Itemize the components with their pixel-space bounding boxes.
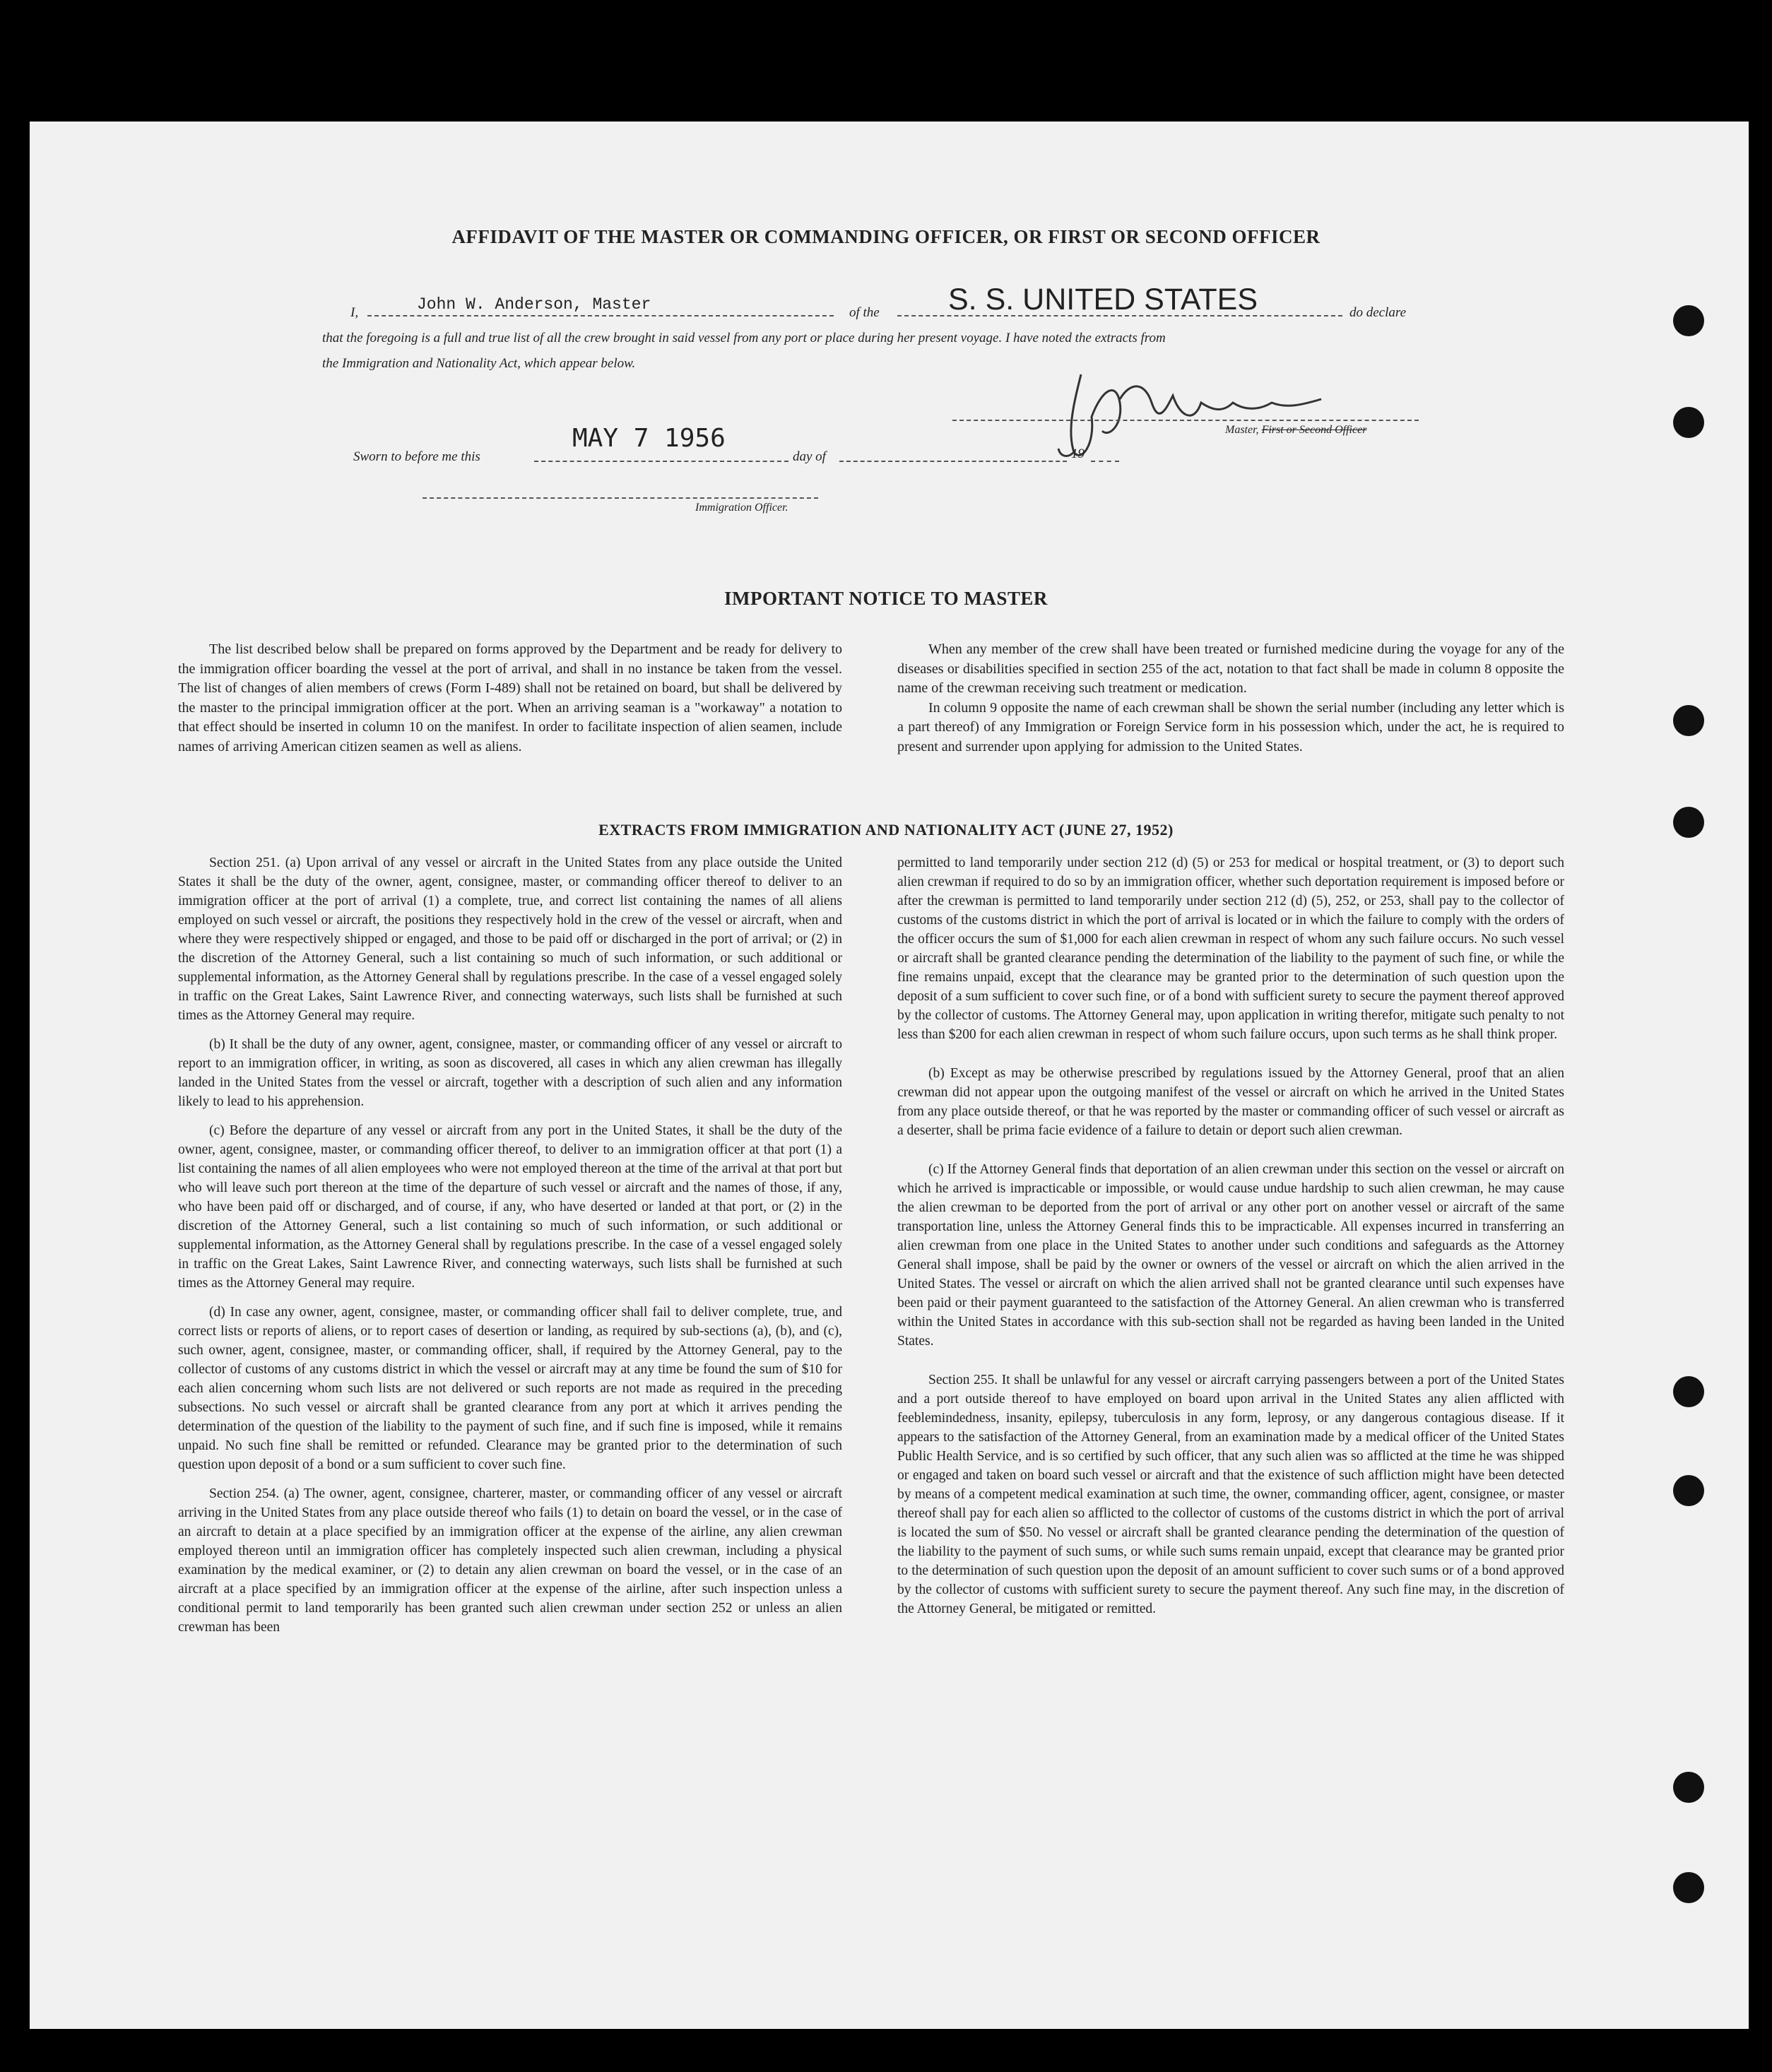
sworn-date-line: [534, 461, 788, 462]
section-251-b: (b) It shall be the duty of any owner, agent, consignee, master, or commanding officer of any vessel or aircraft to report to an immigration officer, in writing, as soon as discovered, all cases in which any alien crewman has illegally landed in the United States from the vessel or aircraft, together with a description of such alien and any information likely to lead to his apprehension.: [178, 1037, 842, 1109]
signature-line: [952, 420, 1419, 421]
notice-right-column: [897, 640, 1564, 757]
declarant-name: John W. Anderson, Master: [417, 295, 651, 314]
notice-right-paragraph-1: When any member of the crew shall have been treated or furnished medicine during the voyage for any of the diseases or disabilities specified in section 255 of the act, notation to that fact shall be made in column 8 opposite the name of the crewman receiving such treatment or medication.: [897, 641, 1564, 696]
punch-hole: [1673, 305, 1704, 336]
section-251-c: (c) Before the departure of any vessel or aircraft from any port in the United States, it shall be the duty of the owner, agent, consignee, master, or commanding officer thereof, to deliver to an immigration officer at that port (1) a list containing the names of all alien employees who were not employed thereon at the time of the arrival at that port but who will leave such port thereon at the time of the departure of such vessel or aircraft and the names of those, if any, who have been paid off or discharged, and of course, if any, who have deserted or landed at that port, or (2) in the discretion of the Attorney General, such a list containing so much of such information, or such additional or supplemental information, as the Attorney General shall by regulations prescribe. In the case of a vessel engaged solely in traffic on the Great Lakes, Saint Lawrence River, and connecting waterways, such lists shall be furnished at such times as the Attorney General may require.: [178, 1123, 842, 1291]
vessel-name: S. S. UNITED STATES: [948, 283, 1258, 316]
notice-title: IMPORTANT NOTICE TO MASTER: [724, 588, 1048, 609]
of-the-label: of the: [849, 305, 880, 320]
section-255: Section 255. It shall be unlawful for any vessel or aircraft carrying passengers between a port of the United States and a port outside thereof to have employed on board upon arrival in the United States any alien afflicted with feeblemindedness, insanity, epilepsy, tuberculosis in any form, leprosy, or any dangerous contagious disease. If it appears to the satisfaction of the Attorney General, from an examination made by a medical officer of the United States Public Health Service, and is so certified by such officer, that any such alien was so afflicted at the time he was shipped or engaged and taken on board such vessel or aircraft and that the existence of such affliction might have been detected by means of a competent medical examination at such time, the owner, commanding officer, agent, consignee, or master thereof shall pay for each alien so afflicted to the collector of customs of the customs district in which the port of arrival is located the sum of $50. No vessel or aircraft shall be granted clearance pending the determination of the question of the liability to the payment of such sums, or while such sums remain unpaid, except that clearance may be granted prior to the determination of such question upon the deposit of an amount sufficient to cover such sums or of a bond approved by the collector of customs with sufficient surety to secure the payment thereof. Any such fine may, in the discretion of the Attorney General, be mitigated or remitted.: [897, 1373, 1564, 1616]
section-254-a: Section 254. (a) The owner, agent, consignee, charterer, master, or commanding officer of any vessel or aircraft arriving in the United States from any place outside thereof who fails (1) to detain on board the vessel, or in the case of an aircraft to detain at a place specified by an immigration officer at the expense of the airline, any alien crewman employed thereon until an immigration officer has completely inspected such alien crewman, including a physical examination by the medical examiner, or (2) to detain any alien crewman on board the vessel, or in the case of an aircraft at a place specified by an immigration officer at the expense of the airline, after such inspection unless a conditional permit to land temporarily has been granted such alien crewman under section 252 or unless an alien crewman has been: [178, 1486, 842, 1635]
officer-signature-line: [423, 497, 818, 499]
punch-hole: [1673, 407, 1704, 438]
sworn-date-stamp: MAY 7 1956: [572, 424, 726, 453]
notice-left-paragraph: The list described below shall be prepared on forms approved by the Department and be ready for delivery to the immigration officer boarding the vessel at the port of arrival, and shall in no instance be taken from the vessel. The list of changes of alien members of crews (Form I-489) shall not be retained on board, but shall be delivered by the master to the principal immigration officer at the port. When an arriving seaman is a "workaway" a notation to that effect should be inserted in column 10 on the manifest. In order to facilitate inspection of alien seamen, include names of arriving American citizen seamen as well as aliens.: [178, 641, 842, 754]
section-251-a: Section 251. (a) Upon arrival of any vessel or aircraft in the United States from any place outside the United States it shall be the duty of the owner, agent, consignee, master, or commanding officer thereof to deliver to an immigration officer at the port of arrival (1) a complete, true, and correct list containing the names of all aliens employed on such vessel or aircraft, the positions they respectively hold in the crew of the vessel or aircraft, when and where they were respectively shipped or engaged, and those to be paid off or discharged in the port of arrival; or (2) in the discretion of the Attorney General, such a list containing so much of such information, or such additional or supplemental information, as the Attorney General shall by regulations prescribe. In the case of a vessel engaged solely in traffic on the Great Lakes, Saint Lawrence River, and connecting waterways, such lists shall be furnished at such times as the Attorney General may require.: [178, 856, 842, 1023]
day-of-label: day of: [793, 449, 826, 464]
signer-title: [1225, 424, 1366, 437]
sworn-label: Sworn to before me this: [353, 449, 480, 464]
extracts-left-column: [178, 853, 842, 1647]
month-line: [839, 461, 1067, 462]
declaration-line-3: the Immigration and Nationality Act, which appear below.: [322, 356, 636, 371]
immigration-officer-label: Immigration Officer.: [695, 502, 788, 514]
signer-title-struck: First or Second Officer: [1261, 424, 1367, 436]
prefix-i: I,: [350, 305, 359, 320]
section-254-a-continued: permitted to land temporarily under section 212 (d) (5) or 253 for medical or hospital treatment, or (3) to deport such alien crewman if required to do so by an immigration officer, whether such deportation requirement is imposed before or after the crewman is permitted to land temporarily under section 212 (d) (5), 252, or 253, shall pay to the collector of customs of the customs district in which the port of arrival is located or in which the failure to comply with the orders of the officer occurs the sum of $1,000 for each alien crewman in respect of whom any such failure occurs. No such vessel or aircraft shall be granted clearance pending the determination of the liability to the payment of such fine, or while the fine remains unpaid, except that the clearance may be granted prior to the determination of such question upon the deposit of a sum sufficient to cover such fine, or of a bond with sufficient surety to secure the payment thereof approved by the collector of customs. The Attorney General may, upon application in writing therefor, mitigate such penalty to not less than $200 for each alien crewman in respect of whom such failure occurs, upon such terms as he shall think proper.: [897, 856, 1564, 1042]
punch-hole: [1673, 1872, 1704, 1903]
affidavit-title: AFFIDAVIT OF THE MASTER OR COMMANDING OFFICER, OR FIRST OR SECOND OFFICER: [451, 226, 1321, 247]
section-254-c: (c) If the Attorney General finds that deportation of an alien crewman under this section on the vessel or aircraft on which he arrived is impracticable or impossible, or would cause undue hardship to such alien crewman, he may cause the alien crewman to be deported from the port of arrival or any other port on another vessel or aircraft of the same transportation line, unless the Attorney General finds this to be impracticable. All expenses incurred in transferring an alien crewman from one place in the United States to another under such conditions and safeguards as the Attorney General shall impose, shall be paid by the owner or owners of the vessel or aircraft on which the alien arrived in the United States. The vessel or aircraft on which the alien arrived shall not be granted clearance until such expenses have been paid or their payment guaranteed to the satisfaction of the Attorney General. An alien crewman who is transferred within the United States in accordance with this sub-section shall not be regarded as having been landed in the United States.: [897, 1162, 1564, 1349]
punch-hole: [1673, 1475, 1704, 1506]
punch-hole: [1673, 705, 1704, 736]
punch-hole: [1673, 1376, 1704, 1407]
do-declare-label: do declare: [1349, 305, 1407, 320]
punch-hole: [1673, 1772, 1704, 1803]
signer-title-master: Master,: [1225, 424, 1259, 436]
year-prefix: 19: [1071, 446, 1085, 461]
section-251-d: (d) In case any owner, agent, consignee, master, or commanding officer shall fail to deliver complete, true, and correct lists or reports of aliens, or to report cases of desertion or landing, as required by sub-sections (a), (b), and (c), such owner, agent, consignee, master, or commanding officer, shall, if required by the Attorney General, pay to the collector of customs of any customs district in which the vessel or aircraft may at any time be found the sum of $10 for each alien concerning whom such lists are not delivered or such reports are not made as required in the preceding subsections. No such vessel or aircraft shall be granted clearance from any port at which it arrives pending the determination of the question of the liability to the payment of such fine, and if such fine is imposed, while it remains unpaid. No such fine shall be remitted or refunded. Clearance may be granted prior to the determination of such question upon deposit of a bond or a sum sufficient to cover such fine.: [178, 1305, 842, 1472]
declaration-line-2: that the foregoing is a full and true list of all the crew brought in said vessel from any port or place during her present voyage. I have noted the extracts from: [322, 331, 1166, 345]
section-254-b: (b) Except as may be otherwise prescribed by regulations issued by the Attorney General, proof that an alien crewman did not appear upon the outgoing manifest of the vessel or aircraft on which he arrived in the United States from any place outside thereof, or that he was reported by the master or commanding officer of such vessel or aircraft as a deserter, shall be prima facie evidence of a failure to detain or deport such alien crewman.: [897, 1066, 1564, 1138]
extracts-title: EXTRACTS FROM IMMIGRATION AND NATIONALITY ACT (JUNE 27, 1952): [598, 821, 1174, 839]
notice-left-column: [178, 640, 842, 757]
declarant-line: [367, 315, 834, 316]
master-signature: [1053, 360, 1349, 466]
year-line: [1091, 461, 1119, 462]
notice-right-paragraph-2: In column 9 opposite the name of each crewman shall be shown the serial number (including any letter which is a part thereof) of any Immigration or Foreign Service form in his possession which, under the act, he is required to present and surrender upon applying for admission to the United States.: [897, 699, 1564, 754]
extracts-right-column: [897, 853, 1564, 1628]
